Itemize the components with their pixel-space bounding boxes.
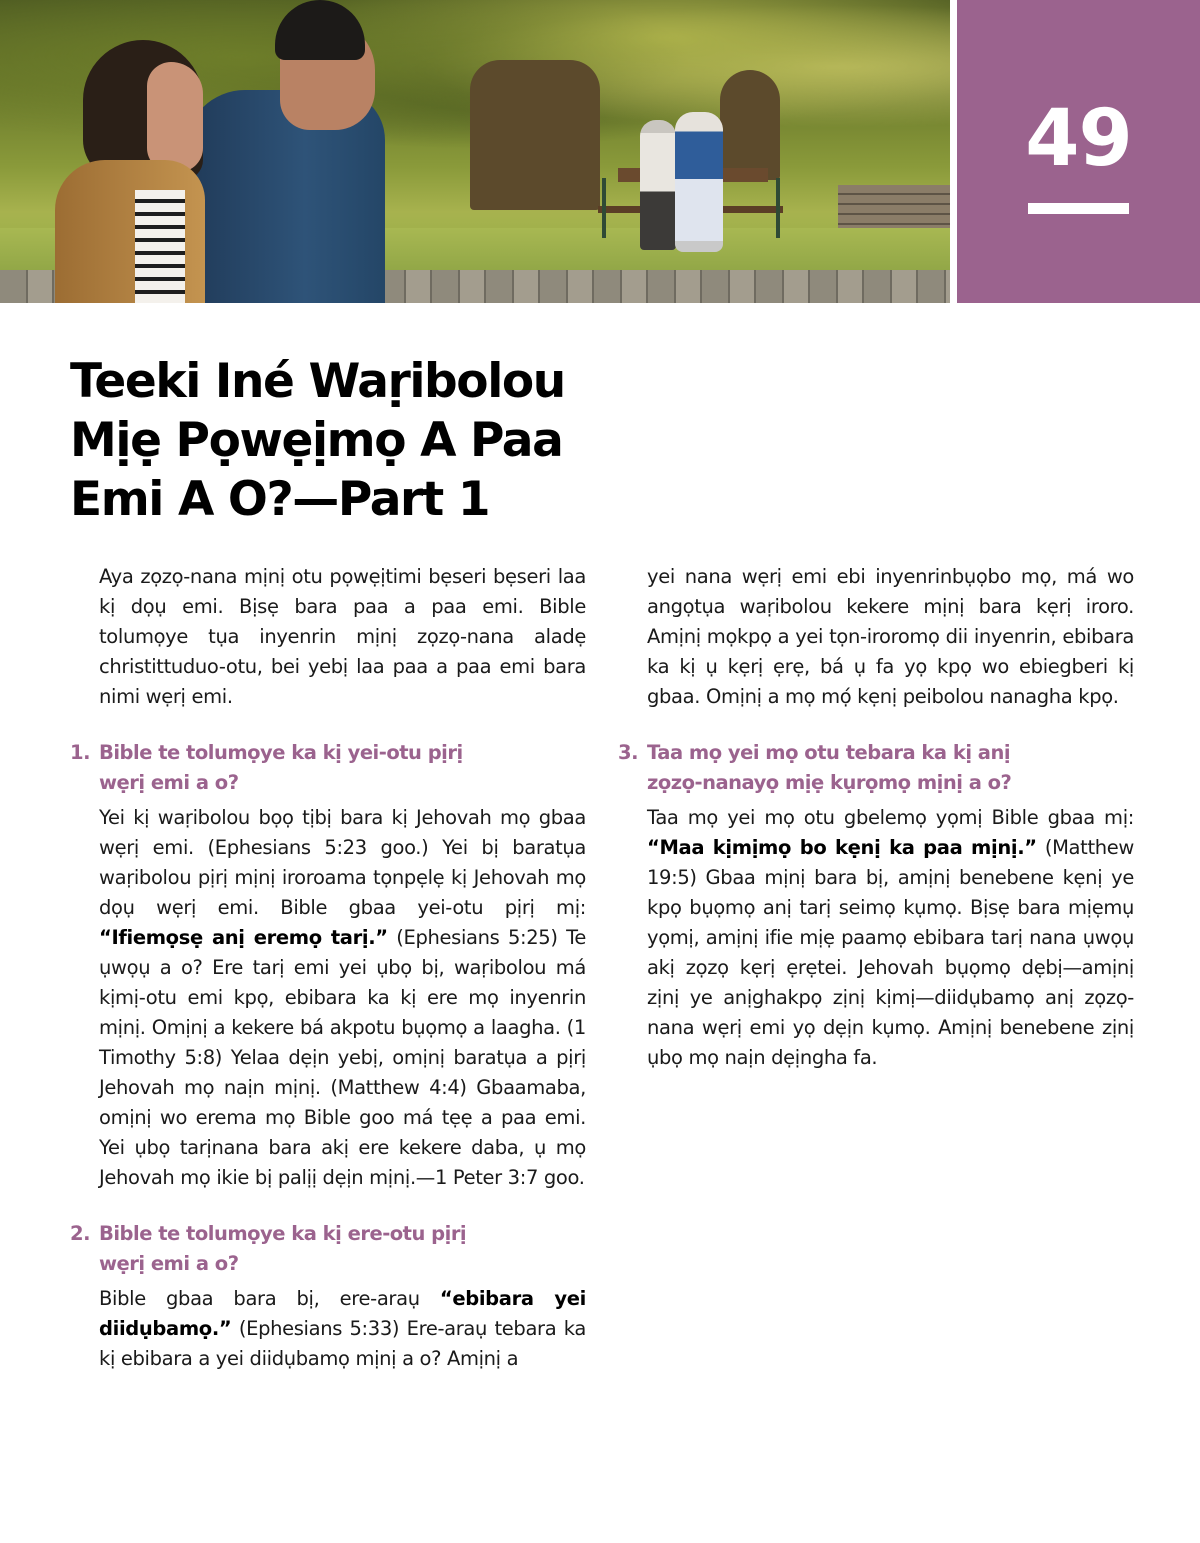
question-number: 3. (618, 741, 638, 764)
section-2-body: Bible gbaa bara bị, ere-araụ “ebibara yei diidụbamọ.” (Ephesians 5:33) Ere-araụ tebara ka kị ebibara a yei diidụbamọ mịnị a o? Amịnị a (99, 1287, 586, 1370)
question-text: Bible te tolumọye ka kị yei-otu pịrị wẹrị emi a o? (99, 741, 463, 794)
tree-trunk (720, 70, 780, 180)
lesson-number: 49 (1025, 94, 1132, 184)
title-line-3: Emi A O?—Part 1 (70, 472, 490, 527)
elderly-woman (675, 112, 723, 252)
section-2-question (70, 1219, 586, 1279)
elderly-man (640, 120, 676, 250)
intro-paragraph: Aya zọzọ-nana mịnị otu pọwẹịtimi bẹseri bẹseri laa kị dọụ emi. Bịsẹ bara paa a paa emi. Bible tolumọye tụa inyenrin mịnị zọzọ-nana aladẹ christittuduo-otu, bei yebị laa paa a paa emi bara nimi wẹrị emi. (99, 565, 586, 708)
hero-photo (0, 0, 950, 303)
lesson-number-underline (1028, 203, 1129, 214)
scripture-quote: “Maa kịmịmọ bo kẹnị ka paa mịnị.” (647, 836, 1037, 859)
right-column (618, 562, 1134, 1073)
question-number: 1. (70, 741, 90, 764)
section-3-body: Taa mọ yei mọ otu gbelemọ yọmị Bible gbaa mị: “Maa kịmịmọ bo kẹnị ka paa mịnị.” (Matthew 19:5) Gbaa mịnị bara bị, amịnị benebene kẹnị ye kpọ bụọmọ anị tarị seimọ kụmọ. Bịsẹ bara mịẹmụ yọmị, amịnị ifie mịẹ paamọ ebibara tarị nana ụwọụ akị zọzọ kẹrị ẹrẹtei. Jehovah bụọmọ dẹbị—amịnị zịnị ye anịghakpọ zịnị kịmị—diidụbamọ anị zọzọ-nana wẹrị emi yọ dẹịn kụmọ. Amịnị benebene zịnị ụbọ mọ naịn dẹịngha fa. (647, 806, 1134, 1069)
question-number: 2. (70, 1222, 90, 1245)
scripture-quote: “ebibara yei diidụbamọ.” (99, 1287, 586, 1340)
young-woman (55, 40, 225, 303)
section-1-body: Yei kị waṛibolou bọọ tịbị bara kị Jehovah mọ gbaa wẹrị emi. (Ephesians 5:23 goo.) Yei bị baratụa waṛibolou pịrị mịnị iroroama tọnpẹlẹ kị Jehovah mọ dọụ wẹrị emi. Bible gbaa yei-otu pịrị mị: “Ifiemọsẹ anị eremọ tarị.” (Ephesians 5:25) Te ụwọụ a o? Ere tarị emi yei ụbọ bị, waṛibolou má kịmị-otu emi kpọ, ebibara ka kị ere mọ inyenrin mịnị. Omịnị a kekere bá akpotu bụọmọ a laagha. (1 Timothy 5:8) Yelaa dẹịn yebị, omịnị baratụa a pịrị Jehovah mọ naịn mịnị. (Matthew 4:4) Gbaamaba, omịnị wo erema mọ Bible goo má tẹẹ a paa emi. Yei ụbọ tarịnana bara akị ere kekere daba, ụ mọ Jehovah mọ ikie bị palịị dẹịn mịnị.—1 Peter 3:7 goo. (99, 806, 586, 1189)
left-column (70, 562, 586, 1374)
scripture-quote: “Ifiemọsẹ anị eremọ tarị.” (99, 926, 388, 949)
section-1-question (70, 738, 586, 798)
section-3-question (618, 738, 1134, 798)
section-2-body-continued: yei nana wẹrị emi ebi inyenrinbụọbo mọ, má wo angọtụa waṛibolou kekere mịnị bara kẹrị iroro. Amịnị mọkpọ a yei tọn-iroromọ dii inyenrin, ebibara ka kị ụ kẹrị ẹrẹ, bá ụ fa yọ kpọ wo ebiegberi kị gbaa. Omịnị a mọ mọ́ kẹnị peibolou nanagha kpọ. (647, 565, 1134, 708)
title-line-2: Mịẹ Pọwẹịmọ A Paa (70, 413, 563, 468)
question-text: Taa mọ yei mọ otu tebara ka kị anị zọzọ-nanayọ mịẹ kụrọmọ mịnị a o? (647, 741, 1012, 794)
title-line-1: Teeki Iné Waṛibolou (70, 354, 565, 409)
page-title (70, 352, 610, 529)
tree-trunk (470, 60, 600, 210)
lesson-number-tab (957, 0, 1200, 303)
question-text: Bible te tolumọye ka kị ere-otu pịrị wẹrị emi a o? (99, 1222, 467, 1275)
